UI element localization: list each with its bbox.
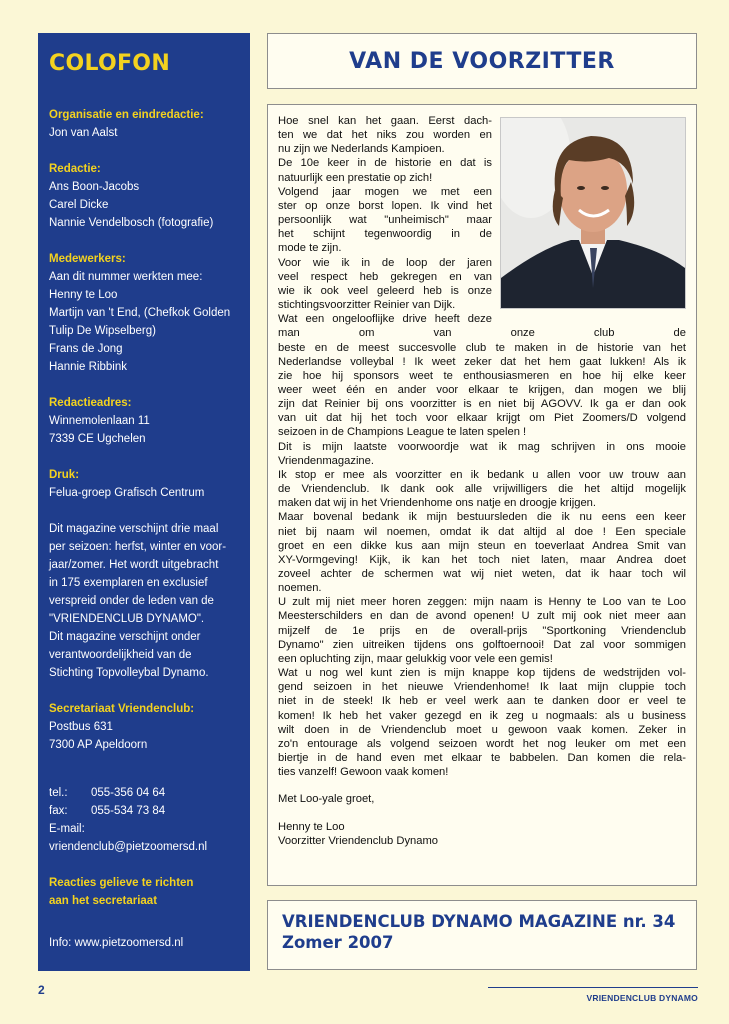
colofon-line: Hannie Ribbink bbox=[49, 361, 127, 373]
tel-number: 055-356 04 64 bbox=[91, 787, 166, 799]
colofon-line: Felua-groep Grafisch Centrum bbox=[49, 487, 205, 499]
article-line: niet in de steek! Ik heb er veel werk aan te danken door er veel te bbox=[278, 695, 686, 708]
article-line: komen! Ik heb het vaker gezegd en ik zeg u nogmaals: als u business bbox=[278, 709, 686, 722]
article-line: niet bij naam wil noemen, omdat ik dat altijd al doe ! Een speciale bbox=[278, 525, 686, 538]
colofon-line: Dit magazine verschijnt drie maal bbox=[49, 523, 219, 535]
colofon-line: Jon van Aalst bbox=[49, 127, 118, 139]
reacties-line-2: aan het secretariaat bbox=[49, 895, 158, 907]
colofon-line: per seizoen: herfst, winter en voor- bbox=[49, 541, 227, 553]
article-line: Dynamo" zien uitreiken tijdens ons golftoernooi! Dat zal voor sommigen bbox=[278, 638, 686, 651]
article-line: Hoe snel kan het gaan. Eerst dach- bbox=[278, 115, 492, 127]
tel-label: tel.: bbox=[49, 787, 68, 799]
article-line: Meesterschilders en dan de avond openen! U zult mij ook niet meer aan bbox=[278, 610, 686, 623]
colofon-line: Postbus 631 bbox=[49, 721, 113, 733]
article-line: De 10e keer in de historie en dat is bbox=[278, 157, 492, 170]
article-line: Nederlandse volleybal ! Ik weet zeker dat het hem gaat lukken! Als ik bbox=[278, 355, 686, 368]
colofon-section-label: Secretariaat Vriendenclub: bbox=[49, 703, 195, 715]
tel-line bbox=[49, 784, 240, 802]
portrait-image bbox=[501, 118, 685, 308]
article-line: maken dat wij in het Vriendenhome ons natje en droogje krijgen. bbox=[278, 497, 597, 510]
article-line: persoonlijk wat "unheimisch" maar bbox=[278, 214, 492, 227]
colofon-section bbox=[49, 394, 240, 448]
article-line: weer weet één en ander voor elkaar te krijgen, dan mogen we blij bbox=[278, 383, 686, 396]
article-line: natuurlijk een prestatie op zich! bbox=[278, 171, 433, 184]
article-line: noemen. bbox=[278, 582, 322, 595]
article-title: VAN DE VOORZITTER bbox=[349, 48, 615, 74]
colofon-section-label: Medewerkers: bbox=[49, 253, 126, 265]
signature-role: Voorzitter Vriendenclub Dynamo bbox=[278, 834, 439, 847]
fax-line bbox=[49, 802, 240, 820]
colofon-line: Winnemolenlaan 11 bbox=[49, 415, 150, 427]
colofon-line: Ans Boon-Jacobs bbox=[49, 181, 140, 193]
article-line: wie ik ook veel geleerd heb is onze bbox=[278, 284, 492, 297]
article-line: veel respect heb gekregen en van bbox=[278, 270, 492, 283]
colofon-line: Frans de Jong bbox=[49, 343, 123, 355]
colofon-line: Nannie Vendelbosch (fotografie) bbox=[49, 217, 214, 229]
page-number: 2 bbox=[38, 983, 45, 997]
article-line: het schijnt tegenwoordig in de bbox=[278, 228, 492, 241]
colofon-line: Dit magazine verschijnt onder bbox=[49, 631, 201, 643]
article-line: stichtingsvoorzitter Reinier van Dijk. bbox=[278, 299, 456, 312]
article-line: Maar bovenal bedank ik mijn bestuursleden die ik nu eens een keer bbox=[278, 511, 686, 524]
article-line: Voor wie ik in de loop der jaren bbox=[278, 256, 492, 269]
article-line: de Vriendenclub. Ik dank ook alle vrijwilligers die het altijd mogelijk bbox=[278, 483, 686, 496]
article-line: Wat een ongelooflijke drive heeft deze man om van onze club de bbox=[278, 313, 686, 340]
colofon-sections bbox=[49, 106, 240, 754]
colofon-section-label: Redactie: bbox=[49, 163, 101, 175]
colofon-line: "VRIENDENCLUB DYNAMO". bbox=[49, 613, 205, 625]
fax-label: fax: bbox=[49, 805, 68, 817]
colofon-section bbox=[49, 160, 240, 232]
article-line: wilt doen in de Vriendenclub moet u gewoon vaak komen. Zeker in bbox=[278, 723, 686, 736]
info-url[interactable]: Info: www.pietzoomersd.nl bbox=[49, 937, 184, 949]
colofon-line: Tulip De Wipselberg) bbox=[49, 325, 156, 337]
article-line: groet en een dikke kus aan mijn steun en toeverlaat Andrea Smit van bbox=[278, 539, 686, 552]
article-line: ten we dat het niks zou worden en bbox=[278, 129, 492, 142]
article-line: mode te zijn. bbox=[278, 242, 342, 255]
colofon-section bbox=[49, 466, 240, 502]
magazine-issue-season: Zomer 2007 bbox=[282, 933, 394, 952]
article-line: zie hoe hij sponsors weet te enthousiasmeren en hoe hij elke keer bbox=[278, 369, 686, 382]
colofon-section-label: Organisatie en eindredactie: bbox=[49, 109, 204, 121]
colofon-section-label: Redactieadres: bbox=[49, 397, 132, 409]
colofon-section-label: Druk: bbox=[49, 469, 80, 481]
contact-block bbox=[49, 784, 240, 856]
article-line: Wat u nog wel kunt zien is mijn knappe kop tijdens de wedstrijden vol- bbox=[278, 667, 686, 680]
article-line: XY-Vormgeving! Kijk, ik kan het toch niet laten, maar Andrea doet bbox=[278, 553, 686, 566]
article-line: ster op onze borst lopen. Ik vind het bbox=[278, 199, 492, 212]
colofon-line: in 175 exemplaren en exclusief bbox=[49, 577, 208, 589]
colofon-line: verspreid onder de leden van de bbox=[49, 595, 214, 607]
article-line: biertje in de hand even met elkaar te babbelen. Dan komen die rela- bbox=[278, 752, 686, 765]
article-line: nu zijn we Nederlands Kampioen. bbox=[278, 143, 445, 156]
colofon-line: 7300 AP Apeldoorn bbox=[49, 739, 148, 751]
article-line: van uit dat hij het toch voor elkaar krijgt om Piet Zoomers/D volgend bbox=[278, 412, 686, 425]
magazine-issue-title: VRIENDENCLUB DYNAMO MAGAZINE nr. 34 bbox=[282, 912, 676, 931]
article-body bbox=[278, 312, 686, 779]
colofon-line: Henny te Loo bbox=[49, 289, 118, 301]
article-line: beste en de meest succesvolle club te maken in de historie van het bbox=[278, 341, 686, 354]
article-line: mijzelf de 1e prijs en de overall-prijs "Sportkoning Vriendenclub bbox=[278, 624, 686, 637]
colofon-section bbox=[49, 700, 240, 754]
article-line: gend seizoen in het nieuwe Vriendenhome! Ik laat mijn cluppie toch bbox=[278, 681, 686, 694]
colofon-section bbox=[49, 250, 240, 376]
article-title-box bbox=[267, 33, 697, 89]
footer-divider bbox=[488, 987, 698, 988]
colofon-line: Martijn van 't End, (Chefkok Golden bbox=[49, 307, 231, 319]
article-line: seizoen in de Champions League te laten spelen ! bbox=[278, 426, 527, 439]
greeting: Met Loo-yale groet, bbox=[278, 793, 375, 806]
article-box bbox=[267, 104, 697, 886]
article-line: ties vanzelf! Gewoon vaak komen! bbox=[278, 766, 449, 779]
reacties-line-1: Reacties gelieve te richten bbox=[49, 877, 194, 889]
colofon-line: jaar/zomer. Het wordt uitgebracht bbox=[49, 559, 219, 571]
fax-number: 055-534 73 84 bbox=[91, 805, 166, 817]
colofon-line: Stichting Topvolleybal Dynamo. bbox=[49, 667, 209, 679]
email-label: E-mail: bbox=[49, 823, 85, 835]
colofon-line: Carel Dicke bbox=[49, 199, 109, 211]
article-line: U zult mij niet meer horen zeggen: mijn naam is Henny te Loo van te Loo bbox=[278, 596, 686, 609]
article-line: zijn dat Reinier bij ons voorzitter is en niet bij AGOVV. Ik ga er dan ook bbox=[278, 398, 686, 411]
article-line: Dit is mijn laatste voorwoordje wat ik mag schrijven in ons mooie bbox=[278, 440, 686, 453]
chairman-photo bbox=[500, 117, 686, 309]
colofon-section bbox=[49, 520, 240, 682]
colofon-section bbox=[49, 106, 240, 142]
reacties-block bbox=[49, 874, 240, 910]
article-line: Volgend jaar mogen we met een bbox=[278, 185, 492, 198]
colofon-line: Aan dit nummer werkten mee: bbox=[49, 271, 203, 283]
magazine-issue-box bbox=[267, 900, 697, 970]
signature-name: Henny te Loo bbox=[278, 820, 345, 833]
colofon-title: COLOFON bbox=[49, 51, 171, 76]
colofon-line: 7339 CE Ugchelen bbox=[49, 433, 146, 445]
article-line: zoveel achter de schermen wat wij niet weten, dat ik haar toch wil bbox=[278, 568, 686, 580]
info-block bbox=[49, 934, 240, 952]
article-line: zo'n entourage als volgend seizoen wordt het nog leuker om met een bbox=[278, 737, 686, 750]
colofon-line: verantwoordelijkheid van de bbox=[49, 649, 192, 661]
article-line: een opluchting zijn, maar gelukkig voor vele een gemis! bbox=[278, 652, 553, 665]
footer-running-title: VRIENDENCLUB DYNAMO bbox=[586, 993, 698, 1003]
colofon-sidebar bbox=[38, 33, 250, 971]
email-address[interactable]: vriendenclub@pietzoomersd.nl bbox=[49, 841, 208, 853]
article-line: Vriendenmagazine. bbox=[278, 454, 374, 467]
article-line: Ik stop er mee als voorzitter en ik bedank u allen voor uw trouw aan bbox=[278, 468, 686, 481]
